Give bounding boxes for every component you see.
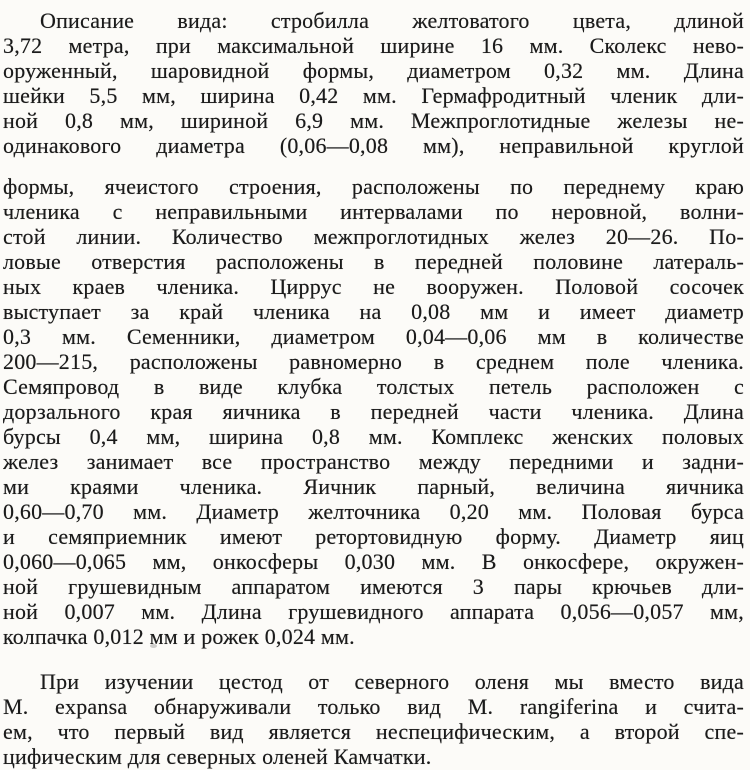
text-line: 0,60—0,70 мм. Диаметр желточника 0,20 мм. Половая бурса bbox=[3, 499, 744, 524]
scan-speck bbox=[150, 644, 157, 648]
paragraph-species-description bbox=[3, 8, 744, 158]
text-line: Семяпровод в виде клубка толстых петель расположен с bbox=[3, 374, 744, 399]
text-line: формы, ячеистого строения, расположены по переднему краю bbox=[3, 174, 744, 199]
text-line: колпачка 0,012 мм и рожек 0,024 мм. bbox=[3, 624, 355, 649]
text-line: При изучении цестод от северного оленя мы вместо вида bbox=[40, 669, 744, 694]
text-line: стой линии. Количество межпроглотидных желез 20—26. По- bbox=[3, 224, 744, 249]
text-line: ем, что первый вид является неспецифическим, а второй спе- bbox=[3, 719, 744, 744]
text-line: ловые отверстия расположены в передней половине латераль- bbox=[3, 249, 744, 274]
text-line: одинакового диаметра (0,06—0,08 мм), неправильной круглой bbox=[3, 133, 744, 158]
text-line: 0,3 мм. Семенники, диаметром 0,04—0,06 мм в количестве bbox=[3, 324, 744, 349]
text-line: 0,060—0,065 мм, онкосферы 0,030 мм. В онкосфере, окружен- bbox=[3, 549, 744, 574]
text-line: ной грушевидным аппаратом имеются 3 пары крючьев дли- bbox=[3, 574, 744, 599]
text-line: выступает за край членика на 0,08 мм и имеет диаметр bbox=[3, 299, 744, 324]
text-line: оруженный, шаровидной формы, диаметром 0,32 мм. Длина bbox=[3, 58, 744, 83]
text-line: ной 0,007 мм. Длина грушевидного аппарата 0,056—0,057 мм, bbox=[3, 599, 744, 624]
text-line: М. expansa обнаруживали только вид М. rangiferina и счита- bbox=[3, 694, 744, 719]
text-line: Описание вида: стробилла желтоватого цвета, длиной bbox=[40, 8, 744, 33]
text-line: 3,72 метра, при максимальной ширине 16 мм. Сколекс нево- bbox=[3, 33, 744, 58]
text-line: ной 0,8 мм, шириной 6,9 мм. Межпроглотидные железы не- bbox=[3, 108, 744, 133]
text-line: цифическим для северных оленей Камчатки. bbox=[3, 744, 432, 769]
text-line: желез занимает все пространство между передними и задни- bbox=[3, 449, 744, 474]
paragraph-conclusion bbox=[3, 669, 744, 769]
text-line: дорзального края яичника в передней части членика. Длина bbox=[3, 399, 744, 424]
text-line: членика с неправильными интервалами по неровной, волни- bbox=[3, 199, 744, 224]
text-line: бурсы 0,4 мм, ширина 0,8 мм. Комплекс женских половых bbox=[3, 424, 744, 449]
scan-speck bbox=[393, 756, 399, 760]
paragraph-morphology-continued bbox=[3, 174, 744, 649]
scan-speck bbox=[22, 762, 27, 765]
text-line: и семяприемник имеют ретортовидную форму. Диаметр яиц bbox=[3, 524, 744, 549]
text-line: ми краями членика. Яичник парный, величина яичника bbox=[3, 474, 744, 499]
text-line: шейки 5,5 мм, ширина 0,42 мм. Гермафродитный членик дли- bbox=[3, 83, 744, 108]
text-line: ных краев членика. Циррус не вооружен. Половой сосочек bbox=[3, 274, 744, 299]
text-line: 200—215, расположены равномерно в среднем поле членика. bbox=[3, 349, 744, 374]
